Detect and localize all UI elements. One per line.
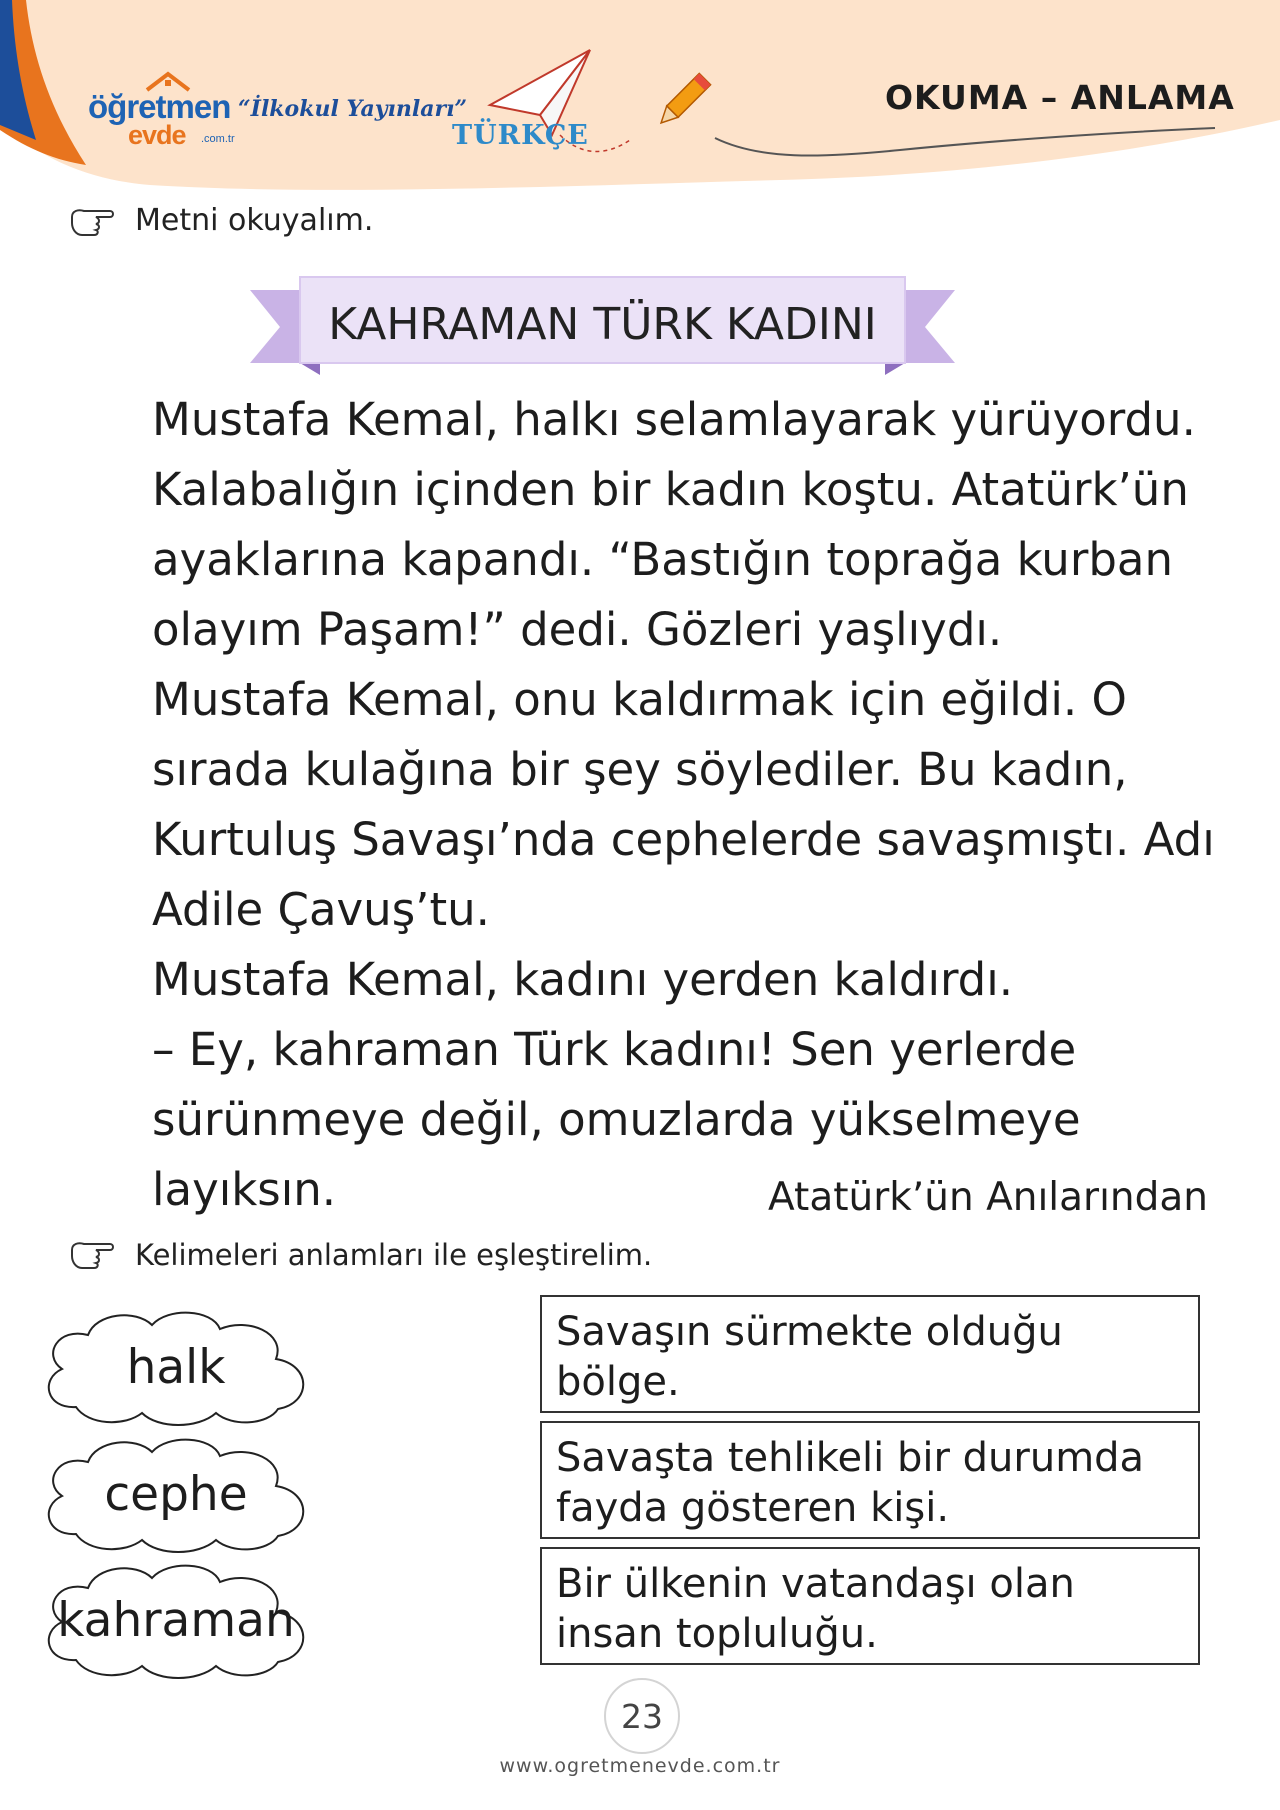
word-label: halk xyxy=(126,1340,226,1395)
story-text xyxy=(68,385,1218,1225)
logo-wordmark-top: öğretmen xyxy=(88,88,231,125)
section-title: OKUMA – ANLAMA xyxy=(885,78,1235,117)
story-title: KAHRAMAN TÜRK KADINI xyxy=(328,298,877,350)
instruction-read: Metni okuyalım. xyxy=(135,203,374,238)
definition-box: Savaşta tehlikeli bir durumda fayda gösteren kişi. xyxy=(540,1421,1200,1539)
publisher-logo xyxy=(88,78,248,158)
story-paragraph: Mustafa Kemal, halkı selamlayarak yürüyordu. Kalabalığın içinden bir kadın koştu. Atatürk’ün ayaklarına kapandı. “Bastığın toprağa kurban olayım Paşam!” dedi. Gözleri yaşlıydı. xyxy=(152,393,1196,656)
word-label: kahraman xyxy=(57,1593,295,1648)
page-number: 23 xyxy=(604,1678,680,1754)
footer-url: www.ogretmenevde.com.tr xyxy=(499,1755,781,1777)
story-paragraph: Mustafa Kemal, onu kaldırmak için eğildi. O sırada kulağına bir şey söylediler. Bu kadın, Kurtuluş Savaşı’nda cephelerde savaşmıştı. Adı Adile Çavuş’tu. xyxy=(152,673,1215,936)
definition-box: Bir ülkenin vatandaşı olan insan topluluğu. xyxy=(540,1547,1200,1665)
subject-title: TÜRKÇE xyxy=(452,120,589,151)
pointing-hand-icon xyxy=(68,1236,118,1272)
word-cloud-kahraman xyxy=(36,1558,316,1683)
story-source: Atatürk’ün Anılarından xyxy=(768,1175,1208,1220)
word-label: cephe xyxy=(104,1467,248,1522)
word-cloud-cephe xyxy=(36,1432,316,1557)
story-paragraph: Mustafa Kemal, kadını yerden kaldırdı. xyxy=(152,953,1014,1006)
pencil-icon xyxy=(650,68,716,134)
logo-wordmark-bottom: evde xyxy=(128,120,186,150)
pointing-hand-icon xyxy=(68,203,118,239)
story-paragraph: – Ey, kahraman Türk kadını! Sen yerlerde sürünmeye değil, omuzlarda yükselmeye layıksın. xyxy=(152,1023,1081,1216)
definition-box: Savaşın sürmekte olduğu bölge. xyxy=(540,1295,1200,1413)
logo-domain: .com.tr xyxy=(201,133,235,145)
publisher-name: “İlkokul Yayınları” xyxy=(238,96,468,122)
instruction-match: Kelimeleri anlamları ile eşleştirelim. xyxy=(135,1238,653,1272)
word-cloud-halk xyxy=(36,1305,316,1430)
